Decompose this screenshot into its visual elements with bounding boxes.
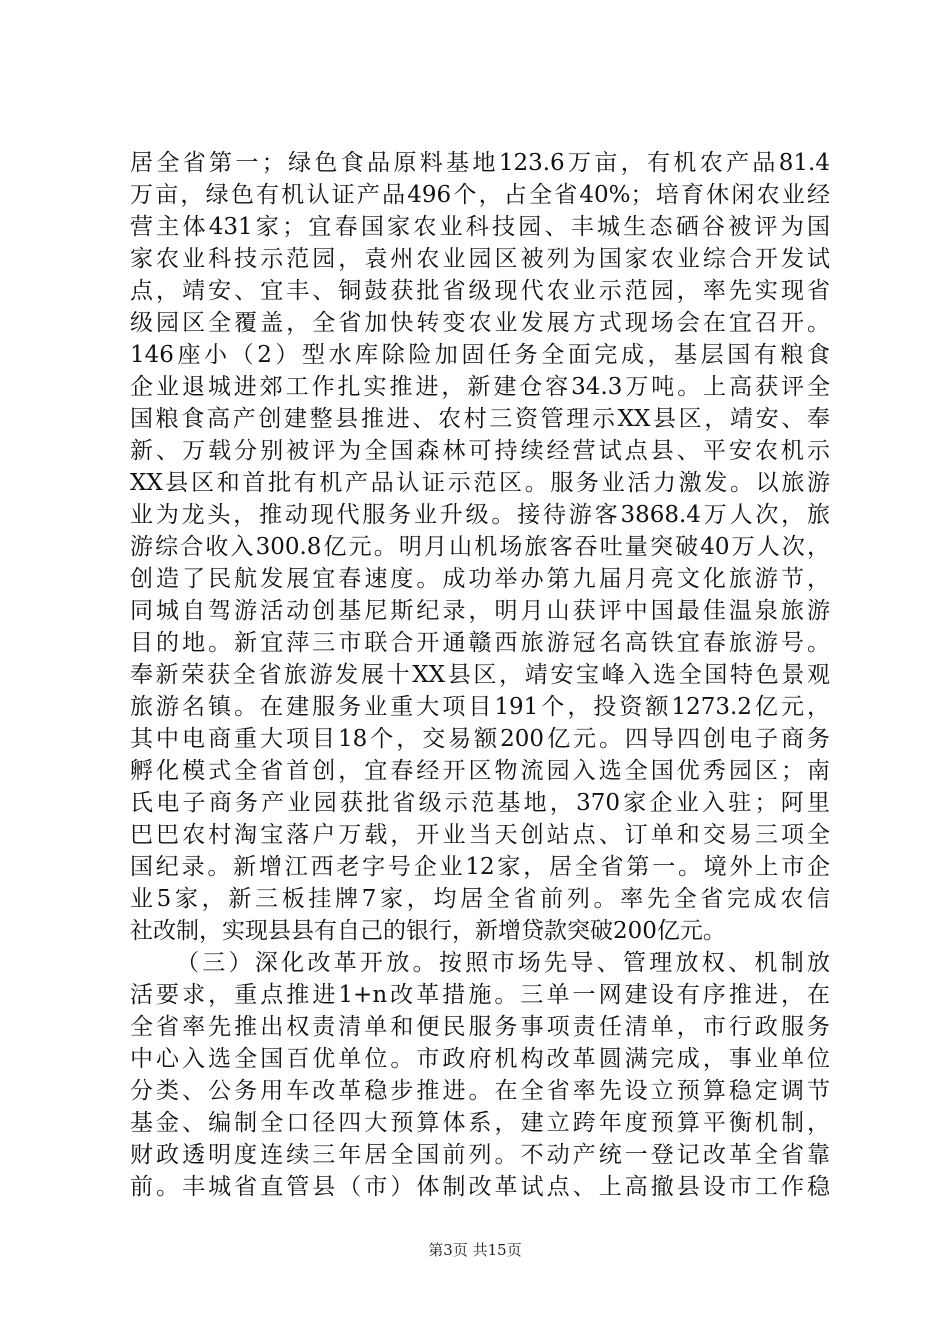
text-line: 国粮食高产创建整县推进、农村三资管理示XX县区，靖安、奉: [130, 406, 830, 432]
text-line: 旅游名镇。在建服务业重大项目191个，投资额1273.2亿元，: [130, 694, 830, 720]
text-line: 级园区全覆盖，全省加快转变农业发展方式现场会在宜召开。: [130, 310, 830, 336]
paragraph-end-line: 社改制，实现县县有自己的银行，新增贷款突破200亿元。: [130, 918, 726, 944]
section-heading-line: （三）深化改革开放。按照市场先导、管理放权、机制放: [176, 950, 830, 976]
page-number-label: 第3页 共15页: [428, 1241, 522, 1259]
text-line: 基金、编制全口径四大预算体系，建立跨年度预算平衡机制，: [130, 1110, 830, 1136]
text-line: 目的地。新宜萍三市联合开通赣西旅游冠名高铁宜春旅游号。: [130, 630, 830, 656]
text-line: 业5家，新三板挂牌7家，均居全省前列。率先全省完成农信: [130, 886, 830, 912]
text-line: 氏电子商务产业园获批省级示范基地，370家企业入驻；阿里: [130, 790, 830, 816]
text-line: 146座小（2）型水库除险加固任务全面完成，基层国有粮食: [130, 342, 830, 368]
text-line: 企业退城进郊工作扎实推进，新建仓容34.3万吨。上高获评全: [130, 374, 830, 400]
text-line: 财政透明度连续三年居全国前列。不动产统一登记改革全省靠: [130, 1142, 830, 1168]
text-line: 奉新荣获全省旅游发展十XX县区，靖安宝峰入选全国特色景观: [130, 662, 830, 688]
text-line: 游综合收入300.8亿元。明月山机场旅客吞吐量突破40万人次，: [130, 534, 830, 560]
text-line: 创造了民航发展宜春速度。成功举办第九届月亮文化旅游节，: [130, 566, 830, 592]
text-line: 营主体431家；宜春国家农业科技园、丰城生态硒谷被评为国: [130, 214, 830, 240]
body-text: [130, 147, 830, 1203]
text-line: 业为龙头，推动现代服务业升级。接待游客3868.4万人次，旅: [130, 502, 830, 528]
text-line: 中心入选全国百优单位。市政府机构改革圆满完成，事业单位: [130, 1046, 830, 1072]
text-line: 居全省第一；绿色食品原料基地123.6万亩，有机农产品81.4: [130, 150, 830, 176]
text-line: 其中电商重大项目18个，交易额200亿元。四导四创电子商务: [130, 726, 830, 752]
text-line: 同城自驾游活动创基尼斯纪录，明月山获评中国最佳温泉旅游: [130, 598, 830, 624]
text-line: 点，靖安、宜丰、铜鼓获批省级现代农业示范园，率先实现省: [130, 278, 830, 304]
text-line: 巴巴农村淘宝落户万载，开业当天创站点、订单和交易三项全: [130, 822, 830, 848]
text-line: 国纪录。新增江西老字号企业12家，居全省第一。境外上市企: [130, 854, 830, 880]
text-line: 万亩，绿色有机认证产品496个，占全省40%；培育休闲农业经: [130, 182, 830, 208]
text-line: 前。丰城省直管县（市）体制改革试点、上高撤县设市工作稳: [130, 1174, 830, 1200]
text-line: 分类、公务用车改革稳步推进。在全省率先设立预算稳定调节: [130, 1078, 830, 1104]
text-line: 家农业科技示范园，袁州农业园区被列为国家农业综合开发试: [130, 246, 830, 272]
text-line: 活要求，重点推进1+n改革措施。三单一网建设有序推进，在: [130, 982, 830, 1008]
text-line: 新、万载分别被评为全国森林可持续经营试点县、平安农机示: [130, 438, 830, 464]
text-line: 全省率先推出权责清单和便民服务事项责任清单，市行政服务: [130, 1014, 830, 1040]
text-line: 孵化模式全省首创，宜春经开区物流园入选全国优秀园区；南: [130, 758, 830, 784]
text-line: XX县区和首批有机产品认证示范区。服务业活力激发。以旅游: [130, 470, 830, 496]
page-footer: [0, 1240, 950, 1260]
